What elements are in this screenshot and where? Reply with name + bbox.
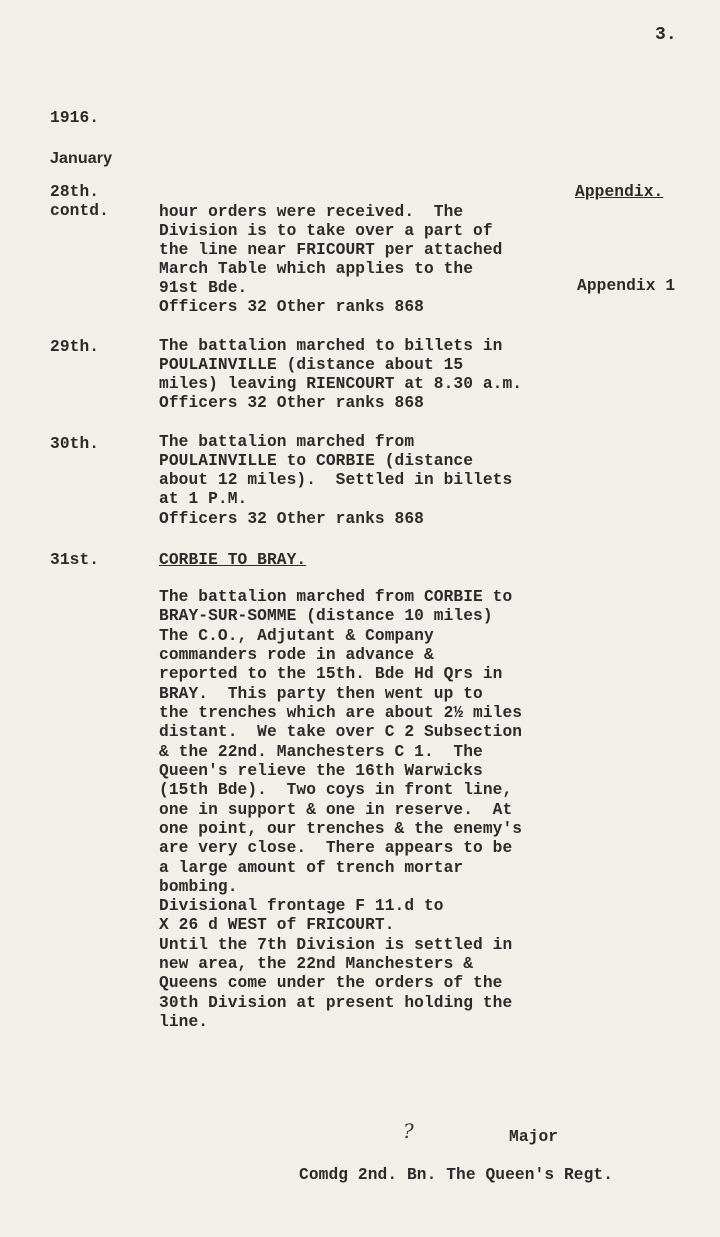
entry-line: BRAY-SUR-SOMME (distance 10 miles) bbox=[159, 607, 493, 625]
entry-line: Until the 7th Division is settled in bbox=[159, 936, 513, 954]
entry-date: 30th. bbox=[50, 435, 100, 453]
entry-line: bombing. bbox=[159, 878, 238, 896]
entry-line: POULAINVILLE (distance about 15 bbox=[159, 356, 464, 374]
entry-line: The battalion marched from bbox=[159, 433, 415, 451]
entry-line: a large amount of trench mortar bbox=[159, 859, 464, 877]
entry-line: hour orders were received. The bbox=[159, 203, 464, 221]
entry-line: The C.O., Adjutant & Company bbox=[159, 627, 434, 645]
year-heading: 1916. bbox=[50, 109, 100, 127]
entry-line: The battalion marched to billets in bbox=[159, 337, 503, 355]
entry-line: at 1 P.M. bbox=[159, 490, 248, 508]
page-number: 3. bbox=[655, 25, 677, 45]
entry-line: Divisional frontage F 11.d to bbox=[159, 897, 444, 915]
entry-line: X 26 d WEST of FRICOURT. bbox=[159, 916, 395, 934]
signature-mark: ? bbox=[403, 1119, 414, 1143]
entry-line: & the 22nd. Manchesters C 1. The bbox=[159, 743, 483, 761]
entry-line: miles) leaving RIENCOURT at 8.30 a.m. bbox=[159, 375, 523, 393]
entry-line: 30th Division at present holding the bbox=[159, 994, 513, 1012]
appendix-reference: Appendix 1 bbox=[577, 277, 676, 295]
entry-subheading: CORBIE TO BRAY. bbox=[159, 551, 307, 569]
entry-date: 31st. bbox=[50, 551, 100, 569]
entry-line: new area, the 22nd Manchesters & bbox=[159, 955, 474, 973]
appendix-column-heading: Appendix. bbox=[575, 183, 664, 201]
entry-date: 29th. bbox=[50, 338, 100, 356]
entry-line: Queens come under the orders of the bbox=[159, 974, 503, 992]
entry-line: reported to the 15th. Bde Hd Qrs in bbox=[159, 665, 503, 683]
entry-line: the trenches which are about 2½ miles bbox=[159, 704, 523, 722]
entry-line: 91st Bde. bbox=[159, 279, 248, 297]
entry-line: commanders rode in advance & bbox=[159, 646, 434, 664]
entry-line: one point, our trenches & the enemy's bbox=[159, 820, 523, 838]
entry-date: 28th. bbox=[50, 183, 100, 201]
entry-strength: Officers 32 Other ranks 868 bbox=[159, 394, 424, 412]
entry-strength: Officers 32 Other ranks 868 bbox=[159, 298, 424, 316]
entry-date-contd: contd. bbox=[50, 202, 109, 220]
entry-line: line. bbox=[159, 1013, 209, 1031]
entry-line: distant. We take over C 2 Subsection bbox=[159, 723, 523, 741]
entry-line: are very close. There appears to be bbox=[159, 839, 513, 857]
entry-line: POULAINVILLE to CORBIE (distance bbox=[159, 452, 474, 470]
month-heading: January bbox=[50, 150, 113, 167]
signature-rank: Major bbox=[509, 1128, 559, 1146]
entry-line: Queen's relieve the 16th Warwicks bbox=[159, 762, 483, 780]
entry-line: March Table which applies to the bbox=[159, 260, 474, 278]
entry-strength: Officers 32 Other ranks 868 bbox=[159, 510, 424, 528]
entry-line: The battalion marched from CORBIE to bbox=[159, 588, 513, 606]
entry-line: about 12 miles). Settled in billets bbox=[159, 471, 513, 489]
signature-unit: Comdg 2nd. Bn. The Queen's Regt. bbox=[299, 1166, 614, 1184]
entry-line: BRAY. This party then went up to bbox=[159, 685, 483, 703]
entry-line: (15th Bde). Two coys in front line, bbox=[159, 781, 513, 799]
entry-line: the line near FRICOURT per attached bbox=[159, 241, 503, 259]
entry-line: one in support & one in reserve. At bbox=[159, 801, 513, 819]
entry-line: Division is to take over a part of bbox=[159, 222, 493, 240]
